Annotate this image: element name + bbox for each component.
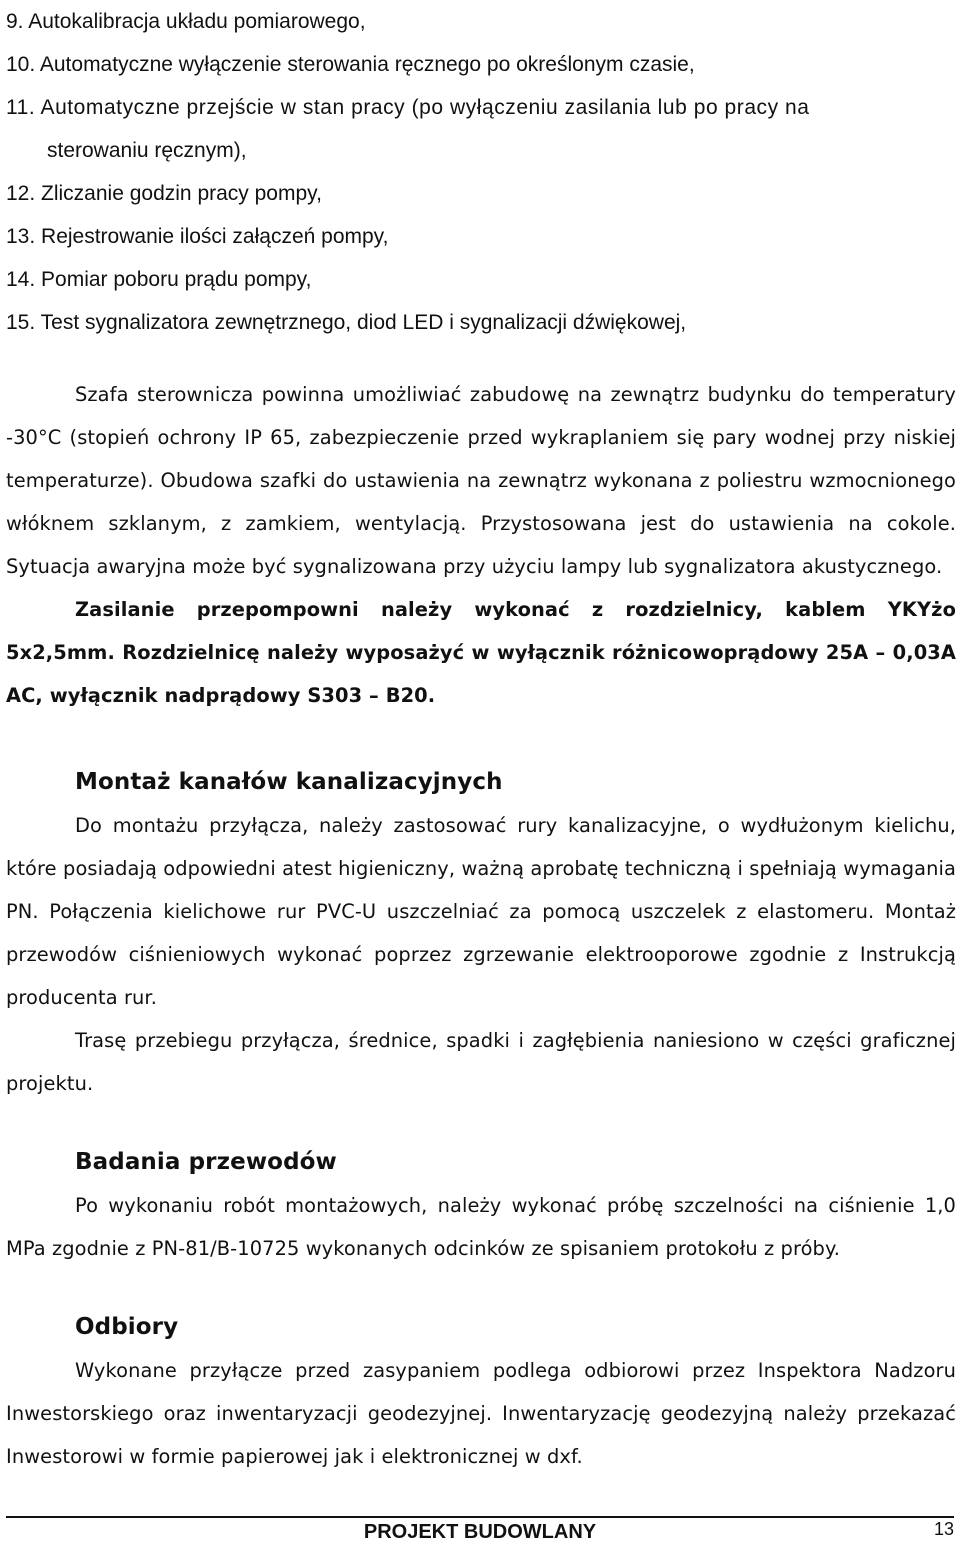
- page-number: 13: [933, 1519, 954, 1539]
- heading-montaz: Montaż kanałów kanalizacyjnych: [75, 769, 503, 795]
- list-item: 9. Autokalibracja układu pomiarowego,: [6, 10, 366, 33]
- list-item: 11. Automatyczne przejście w stan pracy (po wyłączeniu zasilania lub po pracy na: [6, 96, 810, 119]
- footer-divider: [6, 1516, 954, 1518]
- paragraph-badania: Po wykonaniu robót montażowych, należy wykonać próbę szczelności na ciśnienie 1,0 MPa zgodnie z PN-81/B-10725 wykonanych odcinków ze spisaniem protokołu z próby.: [6, 1194, 956, 1260]
- list-item: 14. Pomiar poboru prądu pompy,: [6, 268, 312, 291]
- list-item-continuation: sterowaniu ręcznym),: [47, 139, 247, 162]
- list-item: 15. Test sygnalizatora zewnętrznego, diod LED i sygnalizacji dźwiękowej,: [6, 311, 687, 334]
- list-item: 10. Automatyczne wyłączenie sterowania ręcznego po określonym czasie,: [6, 53, 695, 76]
- footer-title: PROJEKT BUDOWLANY: [363, 1521, 597, 1543]
- heading-badania: Badania przewodów: [75, 1149, 337, 1175]
- list-item: 13. Rejestrowanie ilości załączeń pompy,: [6, 225, 389, 248]
- paragraph-odbiory: Wykonane przyłącze przed zasypaniem podlega odbiorowi przez Inspektora Nadzoru Inwestorskiego oraz inwentaryzacji geodezyjnej. Inwentaryzację geodezyjną należy przekazać Inwestorowi w formie papierowej jak i elektronicznej w dxf.: [6, 1359, 956, 1468]
- paragraph-montaz-2: Trasę przebiegu przyłącza, średnice, spadki i zagłębienia naniesiono w części graficznej projektu.: [6, 1029, 956, 1095]
- document-page: [6, 0, 956, 1478]
- paragraph-montaz-1: Do montażu przyłącza, należy zastosować rury kanalizacyjne, o wydłużonym kielichu, które posiadają odpowiedni atest higieniczny, ważną aprobatę techniczną i spełniają wymagania PN. Połączenia kielichowe rur PVC-U uszczelniać za pomocą uszczelek z elastomeru. Montaż przewodów ciśnieniowych wykonać poprzez zgrzewanie elektrooporowe zgodnie z Instrukcją producenta rur.: [6, 814, 956, 1009]
- paragraph-szafa: Szafa sterownicza powinna umożliwiać zabudowę na zewnątrz budynku do temperatury -30°C (stopień ochrony IP 65, zabezpieczenie przed wykraplaniem się pary wodnej przy niskiej temperaturze). Obudowa szafki do ustawienia na zewnątrz wykonana z poliestru wzmocnionego włóknem szklanym, z zamkiem, wentylacją. Przystosowana jest do ustawienia na cokole. Sytuacja awaryjna może być sygnalizowana przy użyciu lampy lub sygnalizatora akustycznego.: [6, 383, 956, 578]
- heading-odbiory: Odbiory: [75, 1314, 179, 1340]
- feature-list: [6, 0, 956, 344]
- list-item: 12. Zliczanie godzin pracy pompy,: [6, 182, 322, 205]
- paragraph-zasilanie: Zasilanie przepompowni należy wykonać z rozdzielnicy, kablem YKYżo 5x2,5mm. Rozdzielnicę należy wyposażyć w wyłącznik różnicowoprądowy 25A – 0,03A AC, wyłącznik nadprądowy S303 – B20.: [6, 598, 956, 707]
